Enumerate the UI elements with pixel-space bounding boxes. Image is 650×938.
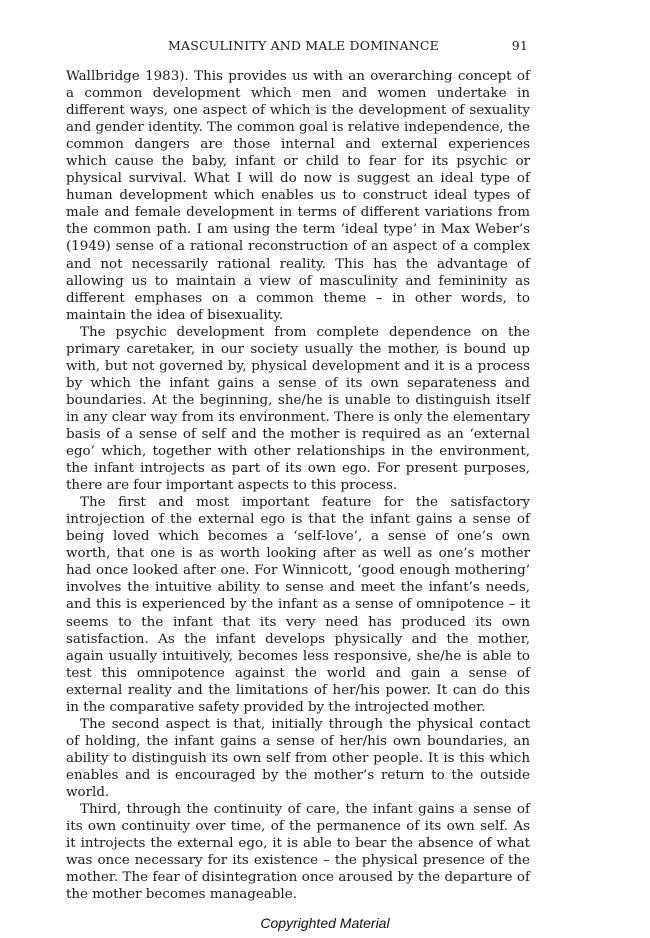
paragraph-third-aspect: Third, through the continuity of care, the infant gains a sense of its own continuity over time, of the permanence of its own self. As it introjects the external ego, it is able to bear the absence of what was once necessary for its existence – the physical presence of the mother. The fear of disintegration once aroused by the departure of the mother becomes manageable. [66,802,530,903]
paragraph-psychic-development: The psychic development from complete dependence on the primary caretaker, in our society usually the mother, is bound up with, but not governed by, physical development and it is a process by which the infant gains a sense of its own separateness and boundaries. At the beginning, she/he is unable to distinguish itself in any clear way from its environment. There is only the elementary basis of a sense of self and the mother is required as an ‘external ego’ which, together with other relationships in the environment, the infant introjects as part of its own ego. For present purposes, there are four important aspects to this process. [66,324,530,494]
body-text [66,68,530,903]
paragraph-second-aspect: The second aspect is that, initially through the physical contact of holding, the infant gains a sense of her/his own boundaries, an ability to distinguish its own self from other people. It is this which enables and is encouraged by the mother’s return to the outside world. [66,716,530,800]
running-head [66,38,530,54]
copyright-footer: Copyrighted Material [260,915,390,931]
page-number: 91 [511,38,528,53]
paragraph-first-feature: The first and most important feature for the satisfactory introjection of the external ego is that the infant gains a sense of being loved which becomes a ‘self-love’, a sense of one’s own worth, that one is as worth looking after as well as one’s mother had once looked after one. For Winnicott, ‘good enough mothering’ involves the intuitive ability to sense and meet the infant’s needs, and this is experienced by the infant as a sense of omnipotence – it seems to the infant that its very need has produced its own satisfaction. As the infant develops physically and the mother, again usually intuitively, becomes less responsive, she/he is able to test this omnipotence against the world and gain a sense of external reality and the limitations of her/his power. It can do this in the comparative safety provided by the introjected mother. [66,495,530,715]
paragraph-continued: Wallbridge 1983). This provides us with an overarching concept of a common development which men and women undertake in different ways, one aspect of which is the development of sexuality and gender identity. The common goal is relative independence, the common dangers are those internal and external experiences which cause the baby, infant or child to fear for its psychic or physical survival. What I will do now is suggest an ideal type of human development which enables us to construct ideal types of male and female development in terms of different variations from the common path. I am using the term ‘ideal type’ in Max Weber’s (1949) sense of a rational reconstruction of an aspect of a complex and not necessarily rational reality. This has the advantage of allowing us to maintain a view of masculinity and femininity as different emphases on a common theme – in other words, to maintain the idea of bisexuality. [66,69,530,323]
running-title: MASCULINITY AND MALE DOMINANCE [168,38,439,53]
